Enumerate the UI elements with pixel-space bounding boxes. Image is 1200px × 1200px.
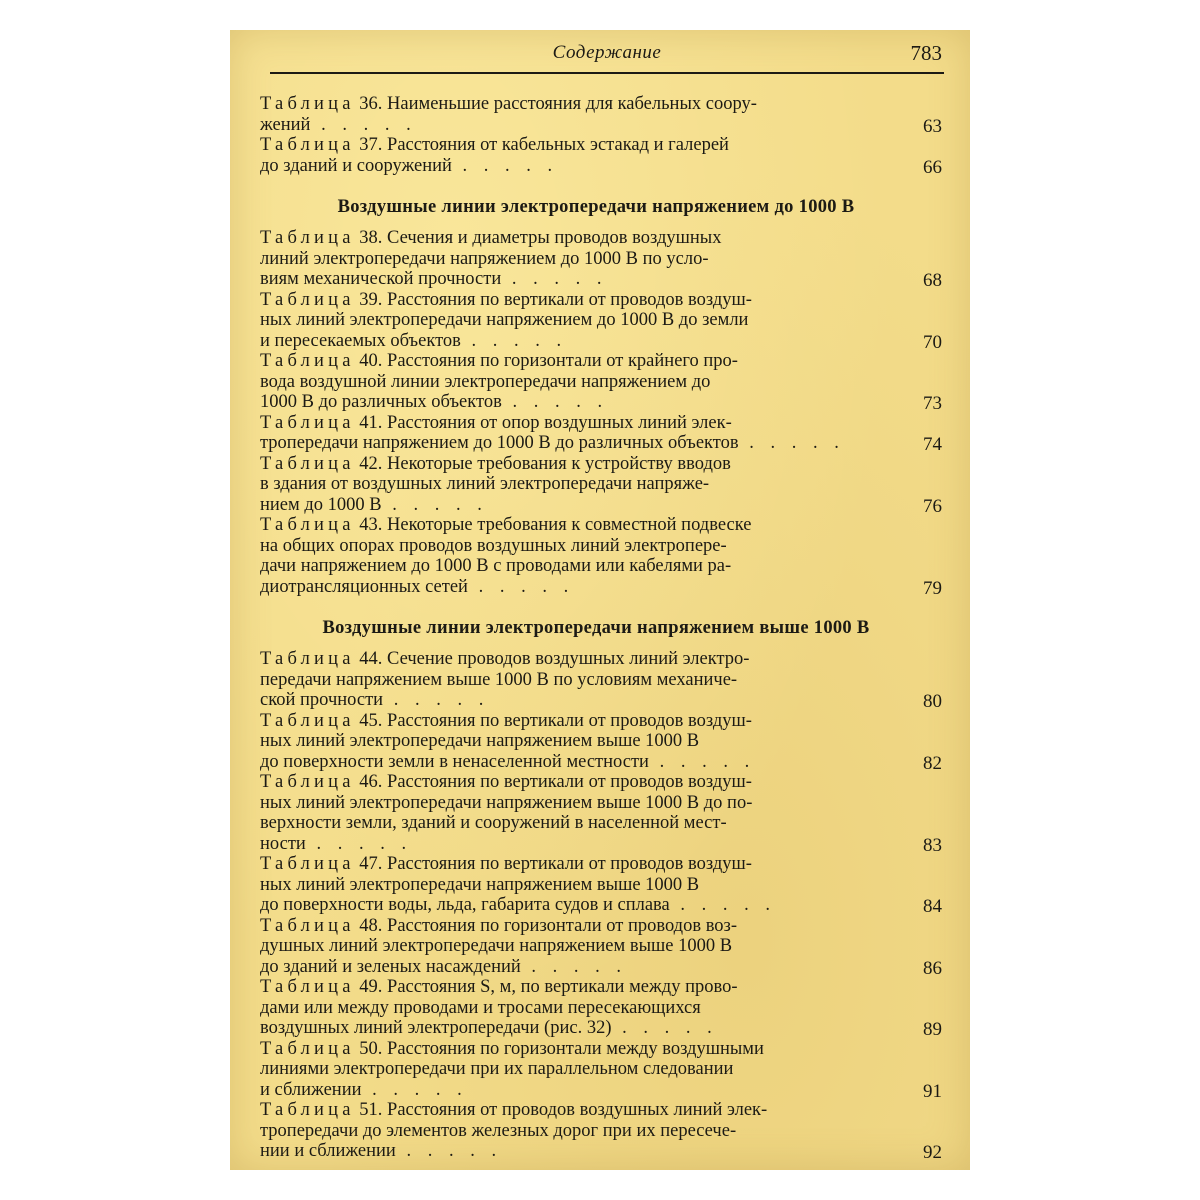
leader-dots: . . . . .	[381, 494, 488, 515]
entry-page-number: 79	[923, 577, 942, 599]
entry-line: Расстояния по вертикали от проводов воздуш-	[387, 289, 752, 310]
entry-line: дачи напряжением до 1000 В с проводами или кабелями ра-	[260, 556, 732, 576]
leader-dots: . . . . .	[520, 956, 628, 977]
entry-line: ных линий электропередачи напряжением выше 1000 В	[260, 874, 700, 895]
toc-entry	[260, 228, 942, 290]
entry-line: тропередачи напряжением до 1000 В до различных объектов	[260, 433, 739, 453]
table-number: 47.	[359, 854, 383, 874]
entry-line: передачи напряжением выше 1000 В по условиям механиче-	[260, 669, 738, 690]
entry-line: Сечения и диаметры проводов воздушных	[387, 228, 722, 248]
table-number: 42.	[359, 453, 383, 474]
leader-dots: . . . . .	[305, 833, 413, 854]
entry-line: нием до 1000 В	[260, 494, 382, 515]
entry-page-number: 73	[923, 393, 942, 414]
running-title: Содержание	[552, 42, 662, 63]
entry-line: Наименьшие расстояния для кабельных соору-	[387, 94, 757, 114]
table-number: 51.	[359, 1100, 383, 1120]
section-heading-high-voltage: Воздушные линии электропередачи напряжением выше 1000 В	[322, 618, 870, 638]
toc-entry	[260, 135, 942, 176]
table-word: Таблица	[260, 94, 355, 114]
toc-entry	[260, 711, 942, 773]
entry-page-number: 84	[923, 896, 942, 917]
table-number: 43.	[359, 515, 383, 535]
entry-page-number: 76	[923, 495, 942, 517]
leader-dots: . . . . .	[460, 330, 568, 351]
toc-entry	[260, 772, 942, 854]
entry-line: Расстояния по вертикали от проводов воздуш-	[387, 854, 752, 874]
entry-line: Расстояния от проводов воздушных линий элек-	[387, 1100, 768, 1120]
entry-line: до зданий и сооружений	[260, 155, 452, 176]
entry-line: 1000 В до различных объектов	[260, 392, 502, 412]
table-number: 36.	[359, 94, 383, 114]
entry-line: Расстояния от опор воздушных линий элек-	[387, 412, 732, 433]
table-number: 39.	[359, 289, 383, 310]
entry-line: нии и сближении	[260, 1141, 396, 1161]
leader-dots: . . . . .	[611, 1018, 718, 1038]
entry-line: Расстояния по вертикали от проводов воздуш-	[387, 772, 752, 792]
book-page	[230, 30, 970, 1170]
toc-entry	[260, 649, 942, 711]
entry-line: Расстояния по горизонтали от проводов воз-	[387, 915, 738, 936]
table-word: Таблица	[260, 1100, 355, 1120]
table-word: Таблица	[260, 453, 355, 474]
table-word: Таблица	[260, 772, 355, 792]
leader-dots: . . . . .	[467, 576, 575, 597]
entry-line: до поверхности земли в ненаселенной местности	[260, 751, 649, 772]
entry-line: линий электропередачи напряжением до 1000 В по усло-	[260, 248, 709, 269]
entry-line: вода воздушной линии электропередачи напряжением до	[260, 371, 711, 392]
toc-entry	[260, 290, 942, 352]
entry-line: Расстояния по горизонтали между воздушными	[387, 1038, 764, 1059]
table-number: 40.	[359, 351, 383, 371]
entry-line: верхности земли, зданий и сооружений в населенной мест-	[260, 813, 727, 833]
entry-line: душных линий электропередачи напряжением выше 1000 В	[260, 936, 733, 956]
leader-dots: . . . . .	[669, 895, 776, 915]
entry-line: до поверхности воды, льда, габарита судов и сплава	[260, 895, 670, 915]
table-number: 46.	[359, 772, 383, 792]
entry-line: Некоторые требования к совместной подвеске	[387, 515, 752, 535]
entry-line: Некоторые требования к устройству вводов	[387, 453, 731, 474]
entries-group-1	[260, 94, 942, 176]
entry-page-number: 82	[923, 752, 942, 774]
table-number: 50.	[359, 1038, 383, 1059]
entry-line: ской прочности	[260, 690, 384, 710]
entry-page-number: 70	[923, 331, 942, 353]
entry-page-number: 83	[923, 834, 942, 856]
entry-line: тропередачи до элементов железных дорог при их пересече-	[260, 1120, 737, 1141]
entry-line: Расстояния по вертикали от проводов воздуш-	[387, 710, 752, 731]
table-word: Таблица	[260, 1038, 355, 1059]
table-word: Таблица	[260, 710, 355, 731]
table-number: 37.	[359, 135, 383, 155]
entry-line: и пересекаемых объектов	[260, 330, 461, 351]
table-word: Таблица	[260, 915, 355, 936]
entry-page-number: 74	[923, 434, 942, 455]
entries-group-2	[260, 228, 942, 597]
table-of-contents	[260, 94, 942, 1162]
entry-page-number: 68	[923, 270, 942, 291]
entry-line: Расстояния от кабельных эстакад и галерей	[387, 135, 729, 155]
toc-entry	[260, 454, 942, 516]
entry-line: Сечение проводов воздушных линий электро-	[387, 649, 750, 669]
table-word: Таблица	[260, 351, 355, 371]
leader-dots: . . . . .	[383, 690, 490, 710]
entry-line: линиями электропередачи при их параллельном следовании	[260, 1059, 734, 1079]
leader-dots: . . . . .	[310, 114, 417, 135]
entry-line: ных линий электропередачи напряжением выше 1000 В до по-	[260, 792, 753, 813]
entry-line: Расстояния S, м, по вертикали между прово-	[387, 977, 738, 997]
entry-line: воздушных линий электропередачи (рис. 32)	[260, 1018, 612, 1038]
entry-page-number: 63	[923, 115, 942, 137]
table-number: 41.	[359, 412, 383, 433]
entry-page-number: 66	[923, 156, 942, 178]
entry-page-number: 86	[923, 957, 942, 979]
entry-line: в здания от воздушных линий электропередачи напряже-	[260, 474, 710, 494]
toc-entry	[260, 94, 942, 135]
table-word: Таблица	[260, 228, 355, 248]
table-word: Таблица	[260, 135, 355, 155]
entry-line: ности	[260, 833, 306, 854]
table-word: Таблица	[260, 977, 355, 997]
entry-line: дами или между проводами и тросами пересекающихся	[260, 997, 701, 1018]
leader-dots: . . . . .	[738, 433, 845, 453]
toc-entry	[260, 1100, 942, 1162]
table-number: 45.	[359, 710, 383, 731]
entry-line: виям механической прочности	[260, 269, 502, 289]
table-word: Таблица	[260, 515, 355, 535]
entry-line: Расстояния по горизонтали от крайнего про-	[387, 351, 738, 371]
entries-group-3	[260, 649, 942, 1162]
table-number: 48.	[359, 915, 383, 936]
entry-line: диотрансляционных сетей	[260, 576, 468, 597]
entry-line: и сближении	[260, 1079, 362, 1100]
entry-line: жений	[260, 114, 311, 135]
table-word: Таблица	[260, 854, 355, 874]
entry-page-number: 89	[923, 1019, 942, 1040]
toc-entry	[260, 1039, 942, 1101]
leader-dots: . . . . .	[648, 751, 756, 772]
leader-dots: . . . . .	[451, 155, 559, 176]
page-header	[270, 36, 944, 74]
leader-dots: . . . . .	[395, 1141, 503, 1161]
toc-entry	[260, 854, 942, 916]
toc-entry	[260, 977, 942, 1039]
leader-dots: . . . . .	[501, 269, 608, 289]
page-number: 783	[910, 41, 942, 65]
leader-dots: . . . . .	[501, 392, 609, 412]
table-number: 44.	[359, 649, 383, 669]
toc-entry	[260, 916, 942, 978]
entry-page-number: 92	[923, 1142, 942, 1163]
table-number: 49.	[359, 977, 383, 997]
entry-line: до зданий и зеленых насаждений	[260, 956, 521, 977]
table-word: Таблица	[260, 649, 355, 669]
entry-line: на общих опорах проводов воздушных линий электропере-	[260, 535, 727, 556]
toc-entry	[260, 413, 942, 454]
entry-line: ных линий электропередачи напряжением до 1000 В до земли	[260, 310, 749, 330]
table-word: Таблица	[260, 412, 355, 433]
table-word: Таблица	[260, 289, 355, 310]
leader-dots: . . . . .	[361, 1079, 468, 1100]
toc-entry	[260, 515, 942, 597]
entry-line: ных линий электропередачи напряжением выше 1000 В	[260, 731, 700, 751]
section-heading-low-voltage: Воздушные линии электропередачи напряжением до 1000 В	[337, 197, 855, 217]
toc-entry	[260, 351, 942, 413]
table-number: 38.	[359, 228, 383, 248]
entry-page-number: 80	[923, 691, 942, 712]
entry-page-number: 91	[923, 1080, 942, 1102]
